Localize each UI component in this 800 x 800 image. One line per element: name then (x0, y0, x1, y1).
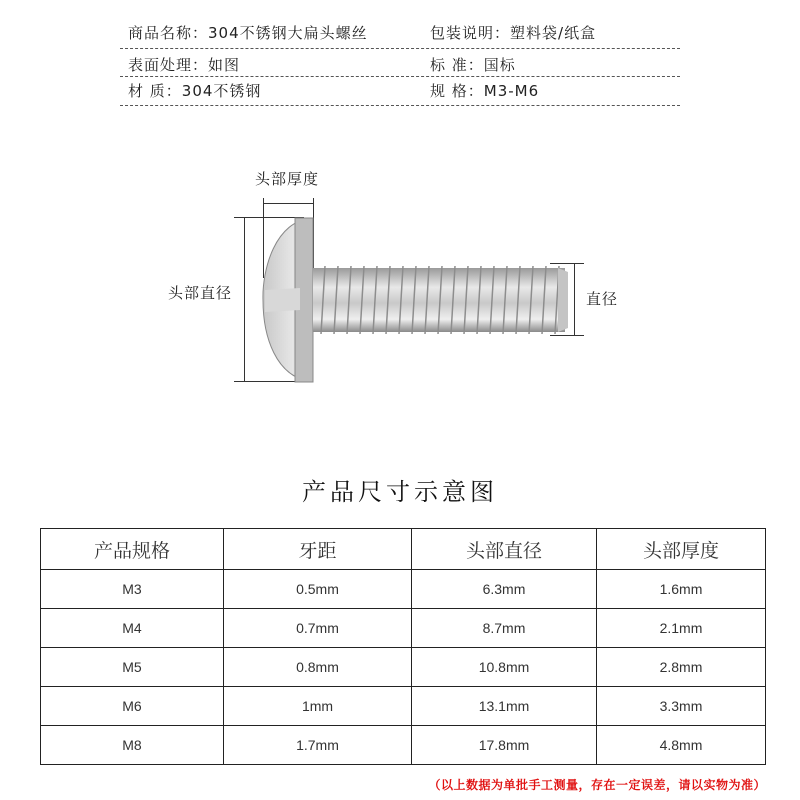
spec-label: 表面处理： (128, 56, 209, 74)
table-cell: 2.1mm (597, 609, 766, 648)
spec-label: 材 质： (128, 82, 182, 100)
table-header-row (41, 529, 766, 570)
spec-row (120, 20, 680, 44)
column-header: 头部厚度 (597, 529, 766, 570)
divider (120, 105, 680, 106)
table-cell: 1mm (224, 687, 412, 726)
spec-value: 国标 (483, 56, 516, 74)
table-cell: 0.5mm (224, 570, 412, 609)
spec-value: 塑料袋/纸盒 (510, 24, 597, 42)
table-row (41, 648, 766, 687)
disclaimer-note: （以上数据为单批手工测量，存在一定误差，请以实物为准） (428, 778, 766, 792)
column-header: 产品规格 (41, 529, 224, 570)
column-header: 牙距 (224, 529, 412, 570)
spec-value: M3-M6 (483, 82, 540, 100)
diameter-label: 直径 (586, 290, 619, 308)
section-title: 产品尺寸示意图 (302, 478, 498, 506)
head-diameter-label: 头部直径 (168, 284, 233, 302)
spec-label: 包装说明： (430, 24, 511, 42)
table-row (41, 726, 766, 765)
spec-label: 商品名称： (128, 24, 209, 42)
spec-row (120, 78, 680, 102)
table-cell: 1.7mm (224, 726, 412, 765)
table-cell: 4.8mm (597, 726, 766, 765)
table-cell: 2.8mm (597, 648, 766, 687)
table-cell: M5 (41, 648, 224, 687)
table-cell: 17.8mm (412, 726, 597, 765)
spec-row (120, 52, 680, 76)
divider (120, 48, 680, 49)
table-cell: 0.7mm (224, 609, 412, 648)
divider (120, 76, 680, 77)
screw-image (150, 160, 650, 400)
table-cell: 3.3mm (597, 687, 766, 726)
table-row (41, 687, 766, 726)
table-cell: M4 (41, 609, 224, 648)
table-row (41, 609, 766, 648)
head-thickness-label: 头部厚度 (255, 170, 320, 188)
spec-label: 标 准： (430, 56, 484, 74)
spec-value: 304不锈钢大扁头螺丝 (208, 24, 368, 42)
table-cell: M3 (41, 570, 224, 609)
column-header: 头部直径 (412, 529, 597, 570)
table-cell: 13.1mm (412, 687, 597, 726)
screw-diagram (150, 160, 650, 400)
table-cell: 1.6mm (597, 570, 766, 609)
table-cell: 10.8mm (412, 648, 597, 687)
spec-value: 304不锈钢 (181, 82, 262, 100)
spec-value: 如图 (208, 56, 241, 74)
spec-label: 规 格： (430, 82, 484, 100)
table-cell: M6 (41, 687, 224, 726)
table-cell: 8.7mm (412, 609, 597, 648)
table-cell: 6.3mm (412, 570, 597, 609)
table-cell: M8 (41, 726, 224, 765)
table-row (41, 570, 766, 609)
table-cell: 0.8mm (224, 648, 412, 687)
dimensions-table (40, 528, 766, 765)
